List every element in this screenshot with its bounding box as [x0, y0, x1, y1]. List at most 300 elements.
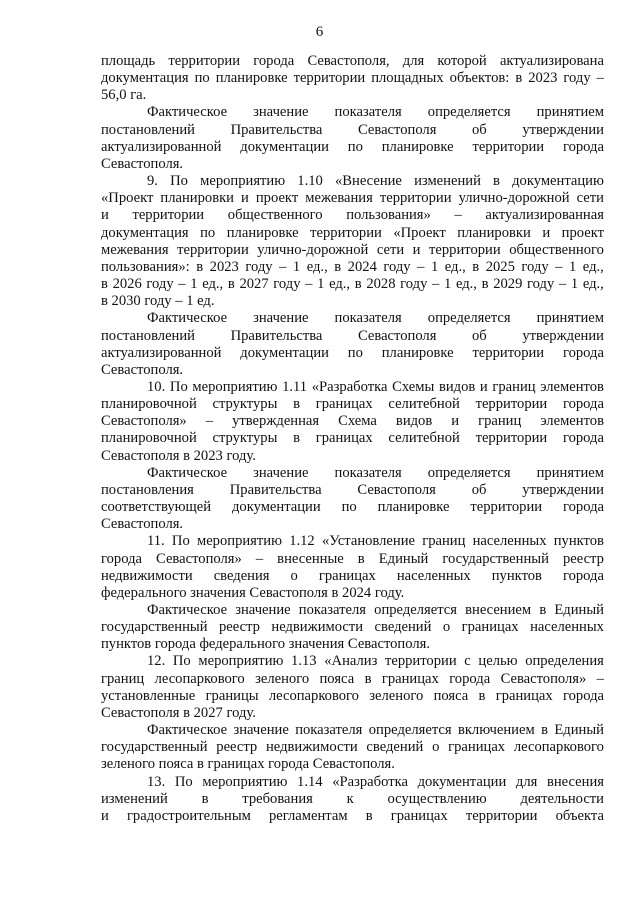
word: в [365, 807, 373, 824]
word: целью [478, 653, 518, 670]
word: пунктов [491, 567, 542, 584]
word: ед., [455, 276, 477, 293]
word: – [558, 276, 567, 293]
word: 2027 [239, 276, 269, 293]
word: в [357, 550, 365, 567]
word: регламентам [269, 807, 348, 824]
text-line [101, 499, 604, 516]
word: ед., [202, 276, 224, 293]
text-line [101, 739, 604, 756]
word: элементов [540, 378, 604, 395]
word: По [174, 773, 193, 790]
word: Фактическое [147, 722, 228, 739]
word: территории [168, 53, 241, 69]
word: и [241, 190, 249, 207]
word: территории [465, 807, 538, 824]
word: 12. [147, 653, 166, 670]
text-line [101, 774, 604, 791]
word: 2023 [209, 258, 239, 275]
paragraph [101, 722, 604, 773]
word: в [201, 790, 209, 807]
word: определяется [427, 104, 511, 121]
text-line: в 2030 году – 1 ед. [101, 293, 215, 310]
text-line: Севастополя в 2027 году. [101, 704, 256, 721]
word: документации [231, 499, 321, 516]
word: проект [255, 190, 299, 207]
word: – [205, 413, 214, 430]
word: 1 [190, 276, 198, 293]
word: Правительства [229, 481, 322, 498]
word: в [293, 430, 301, 447]
word: утверждении [522, 121, 604, 138]
word: территории [379, 190, 452, 207]
word: ед., [444, 258, 466, 275]
word: Единый [378, 550, 429, 567]
word: границах [318, 567, 376, 584]
word: По [170, 173, 188, 190]
word: и [101, 807, 109, 824]
word: году [527, 276, 555, 293]
word: государственный [101, 739, 208, 756]
word: 9. [147, 173, 158, 190]
word: населенных [530, 619, 604, 636]
word: границах [315, 396, 373, 413]
text-line [101, 688, 604, 705]
text-line [101, 310, 604, 327]
word: определяется [368, 722, 452, 739]
word: Севастополя [357, 481, 436, 498]
word: в [354, 276, 362, 293]
word: улично-дорожной [458, 190, 570, 207]
word: 13. [147, 773, 166, 790]
word: территории [310, 224, 382, 241]
word: в [293, 396, 301, 413]
word: Правительства [230, 121, 323, 138]
word: пояса [319, 670, 355, 687]
word: внесения [546, 773, 604, 790]
word: 10. [147, 378, 166, 395]
word: – [596, 670, 604, 687]
word: территории [472, 138, 545, 155]
word: границах [448, 739, 506, 756]
word: внесением [465, 602, 532, 618]
paragraph [101, 653, 604, 722]
word: планировки [457, 224, 531, 241]
word: 1.13 [291, 653, 317, 670]
word: элементов [540, 413, 604, 430]
word: – [279, 258, 287, 275]
word: «Разработка [311, 378, 388, 395]
word: градостроительным [126, 807, 251, 824]
word: внесенные [277, 550, 344, 567]
word: и [101, 207, 109, 224]
word: изменений [101, 790, 168, 807]
word: и [412, 241, 421, 258]
word: Единый [554, 602, 604, 618]
word: территории [475, 396, 548, 413]
word: структуры [212, 430, 278, 447]
word: – [305, 276, 313, 293]
word: Севастополя [357, 121, 437, 138]
word: в [478, 687, 486, 704]
word: государственный [442, 550, 549, 567]
word: Севастополя» [101, 413, 187, 430]
word: принятием [536, 464, 604, 481]
word: деятельности [520, 790, 604, 807]
paragraph [101, 53, 604, 104]
word: – [555, 258, 563, 275]
word: для [402, 53, 425, 69]
text-line [101, 533, 604, 550]
word: в [334, 258, 342, 275]
word: По [172, 653, 191, 670]
word: сведения [213, 567, 270, 584]
word: государственный [101, 619, 208, 636]
text-line [101, 190, 604, 207]
text-line [101, 173, 604, 190]
word: постановлений [101, 327, 195, 344]
word: зеленого [369, 687, 424, 704]
word: 2023 [528, 70, 558, 87]
paragraph [101, 379, 604, 465]
word: определения [525, 653, 604, 670]
word: в [227, 276, 235, 293]
word: города [562, 344, 604, 361]
word: Схема [338, 413, 377, 430]
word: «Установление [321, 533, 415, 550]
word: изменений [414, 173, 481, 190]
word: населенных [472, 533, 547, 550]
word: границ [492, 378, 536, 395]
text-line [101, 328, 604, 345]
word: территории [429, 241, 501, 258]
text-line: зеленого пояса в границах города Севастополя. [101, 756, 395, 773]
word: по [194, 70, 210, 87]
word: территории [132, 207, 205, 224]
word: по [347, 344, 363, 361]
document-body [101, 53, 604, 825]
text-line: Севастополя. [101, 516, 184, 533]
word: пояса [433, 687, 469, 704]
word: в [493, 173, 500, 190]
word: реестр [562, 550, 604, 567]
word: и [479, 378, 488, 395]
word: границах [461, 619, 519, 636]
word: по [341, 499, 357, 516]
word: сведений [374, 619, 432, 636]
word: включением [457, 722, 535, 739]
word: показателя [334, 464, 402, 481]
word: общественного [509, 241, 604, 258]
word: актуализирована [499, 53, 604, 69]
text-line [101, 53, 604, 70]
word: территории [384, 653, 457, 670]
word: мероприятию [192, 378, 278, 395]
word: ед., [582, 258, 604, 275]
word: документация [101, 224, 189, 241]
word: лесопаркового [513, 739, 604, 756]
word: соответствующей [101, 499, 212, 516]
word: показателя [298, 602, 366, 618]
word: постановления [101, 481, 194, 498]
word: 2025 [485, 258, 515, 275]
text-line [101, 808, 604, 825]
word: «Проект [393, 224, 446, 241]
word: 1 [430, 258, 439, 275]
word: показателя [295, 722, 363, 739]
word: 1 [568, 258, 577, 275]
word: ед., [582, 276, 604, 293]
word: 1 [317, 276, 325, 293]
word: 1 [570, 276, 579, 293]
word: недвижимости [265, 739, 358, 756]
word: Фактическое [147, 104, 228, 121]
word: в [539, 602, 547, 618]
text-line [101, 653, 604, 670]
word: планировке [377, 499, 450, 516]
word: границ [478, 413, 522, 430]
word: мероприятию [198, 653, 284, 670]
word: – [596, 70, 604, 87]
word: 1.12 [289, 533, 315, 550]
word: города [449, 670, 491, 687]
text-line [101, 671, 604, 688]
text-line [101, 465, 604, 482]
word: По [169, 378, 188, 395]
word: видов [395, 413, 433, 430]
word: города [562, 687, 604, 704]
word: утвержденная [232, 413, 320, 430]
word: установленные [101, 687, 196, 704]
word: документации [240, 344, 329, 361]
word: границах [390, 807, 448, 824]
word: планировке [215, 70, 288, 87]
text-line [101, 345, 604, 362]
word: определяется [427, 464, 511, 481]
word: году [273, 276, 301, 293]
word: межевания [305, 190, 373, 207]
word: – [255, 550, 264, 567]
word: актуализированной [101, 344, 222, 361]
paragraph [101, 310, 604, 379]
word: – [432, 276, 440, 293]
word: пунктов [553, 533, 604, 550]
word: границах [315, 430, 373, 447]
word: мероприятию [196, 533, 282, 550]
word: в [481, 276, 489, 293]
word: об [472, 121, 487, 138]
word: лесопаркового [154, 670, 245, 687]
word: «Разработка [332, 773, 408, 790]
word: документации [417, 773, 507, 790]
paragraph [101, 173, 604, 310]
word: объекта [555, 807, 604, 824]
word: Фактическое [147, 464, 228, 481]
word: структуры [212, 396, 278, 413]
word: 2024 [347, 258, 377, 275]
word: документацию [512, 173, 604, 190]
text-line: Севастополя. [101, 361, 184, 378]
word: о [432, 739, 440, 756]
text-line: Севастополя. [101, 155, 184, 172]
paragraph [101, 602, 604, 653]
page-number: 6 [315, 24, 324, 40]
word: территории [293, 70, 366, 87]
word: – [178, 276, 186, 293]
word: в [196, 258, 204, 275]
word: территории [177, 241, 249, 258]
word: площадь [101, 53, 156, 69]
word: году [400, 276, 428, 293]
text-line [101, 276, 604, 293]
word: документации [240, 138, 329, 155]
text-line [101, 259, 604, 276]
text-line: Севастополя в 2023 году. [101, 447, 256, 464]
word: по [347, 138, 363, 155]
word: к [346, 790, 354, 807]
text-line [101, 568, 604, 585]
text-line [101, 551, 604, 568]
text-line [101, 602, 604, 619]
text-line [101, 379, 604, 396]
word: значение [233, 722, 289, 739]
word: постановлений [101, 121, 195, 138]
word: актуализированной [101, 138, 222, 155]
text-line [101, 70, 604, 87]
word: актуализированная [485, 207, 604, 224]
text-line [101, 722, 604, 739]
word: планировке [381, 344, 454, 361]
word: 2029 [493, 276, 523, 293]
word: и [542, 224, 551, 241]
word: границ [101, 670, 145, 687]
word: реестр [216, 739, 258, 756]
word: 1 [292, 258, 301, 275]
word: сети [576, 190, 604, 207]
word: территории [475, 430, 548, 447]
text-line [101, 396, 604, 413]
word: ед., [306, 258, 328, 275]
word: Севастополя [357, 327, 437, 344]
word: «Проект [101, 190, 154, 207]
word: – [454, 207, 462, 224]
word: города [101, 550, 142, 567]
text-line [101, 207, 604, 224]
text-line [101, 619, 604, 636]
word: города [253, 53, 295, 69]
word: Фактическое [147, 310, 228, 327]
word: году [245, 258, 273, 275]
word: значение [253, 104, 309, 121]
word: 2026 [112, 276, 142, 293]
word: «Внесение [335, 173, 402, 190]
word: реестр [218, 619, 260, 636]
word: границах [381, 670, 439, 687]
word: 2028 [366, 276, 396, 293]
word: в [364, 670, 372, 687]
word: о [442, 619, 451, 636]
word: планировочной [101, 430, 197, 447]
word: – [417, 258, 425, 275]
word: По [171, 533, 190, 550]
word: города [562, 396, 604, 413]
word: осуществлению [387, 790, 487, 807]
word: 1.14 [297, 773, 323, 790]
word: Севастополя» [500, 670, 587, 687]
text-line [101, 242, 604, 259]
word: населенных [396, 567, 471, 584]
word: утверждении [522, 327, 604, 344]
paragraph [101, 104, 604, 173]
word: общественного [227, 207, 323, 224]
word: которой [437, 53, 487, 69]
word: требования [242, 790, 313, 807]
word: территории [472, 344, 545, 361]
word: 1 [444, 276, 452, 293]
word: недвижимости [101, 567, 193, 584]
word: планировочной [101, 396, 197, 413]
text-line [101, 430, 604, 447]
word: планировке [226, 224, 299, 241]
word: утверждении [522, 481, 604, 498]
word: 1.11 [282, 378, 308, 395]
word: «Анализ [324, 653, 378, 670]
word: видов [438, 378, 476, 395]
text-line [101, 482, 604, 499]
word: территории [470, 499, 543, 516]
word: значение [253, 310, 309, 327]
word: и [451, 413, 460, 430]
word: ед., [329, 276, 351, 293]
word: межевания [101, 241, 169, 258]
word: об [471, 481, 487, 498]
word: году [146, 276, 174, 293]
word: документация [101, 70, 189, 87]
word: планировки [160, 190, 234, 207]
word: об [472, 327, 487, 344]
word: по [200, 224, 216, 241]
word: сети [376, 241, 405, 258]
text-line [101, 225, 604, 242]
word: Правительства [230, 327, 323, 344]
word: Единый [554, 722, 604, 739]
paragraph [101, 465, 604, 534]
word: планировке [381, 138, 454, 155]
text-line: федерального значения Севастополя в 2024 году. [101, 584, 405, 601]
word: значение [235, 602, 291, 618]
word: принятием [536, 104, 604, 121]
word: границ [422, 533, 466, 550]
word: лесопаркового [268, 687, 359, 704]
word: сведений [366, 739, 424, 756]
word: улично-дорожной [257, 241, 369, 258]
word: Фактическое [147, 602, 228, 618]
word: показателя [334, 310, 402, 327]
word: 11. [147, 533, 165, 550]
paragraph [101, 533, 604, 602]
text-line [101, 413, 604, 430]
word: о [290, 567, 298, 584]
word: мероприятию [202, 773, 288, 790]
paragraph [101, 774, 604, 825]
word: города [562, 567, 604, 584]
word: мероприятию [200, 173, 286, 190]
text-line: пунктов города федерального значения Севастополя. [101, 636, 430, 653]
word: проект [561, 224, 604, 241]
word: объектов: [449, 70, 510, 87]
word: недвижимости [271, 619, 364, 636]
word: зеленого [255, 670, 310, 687]
